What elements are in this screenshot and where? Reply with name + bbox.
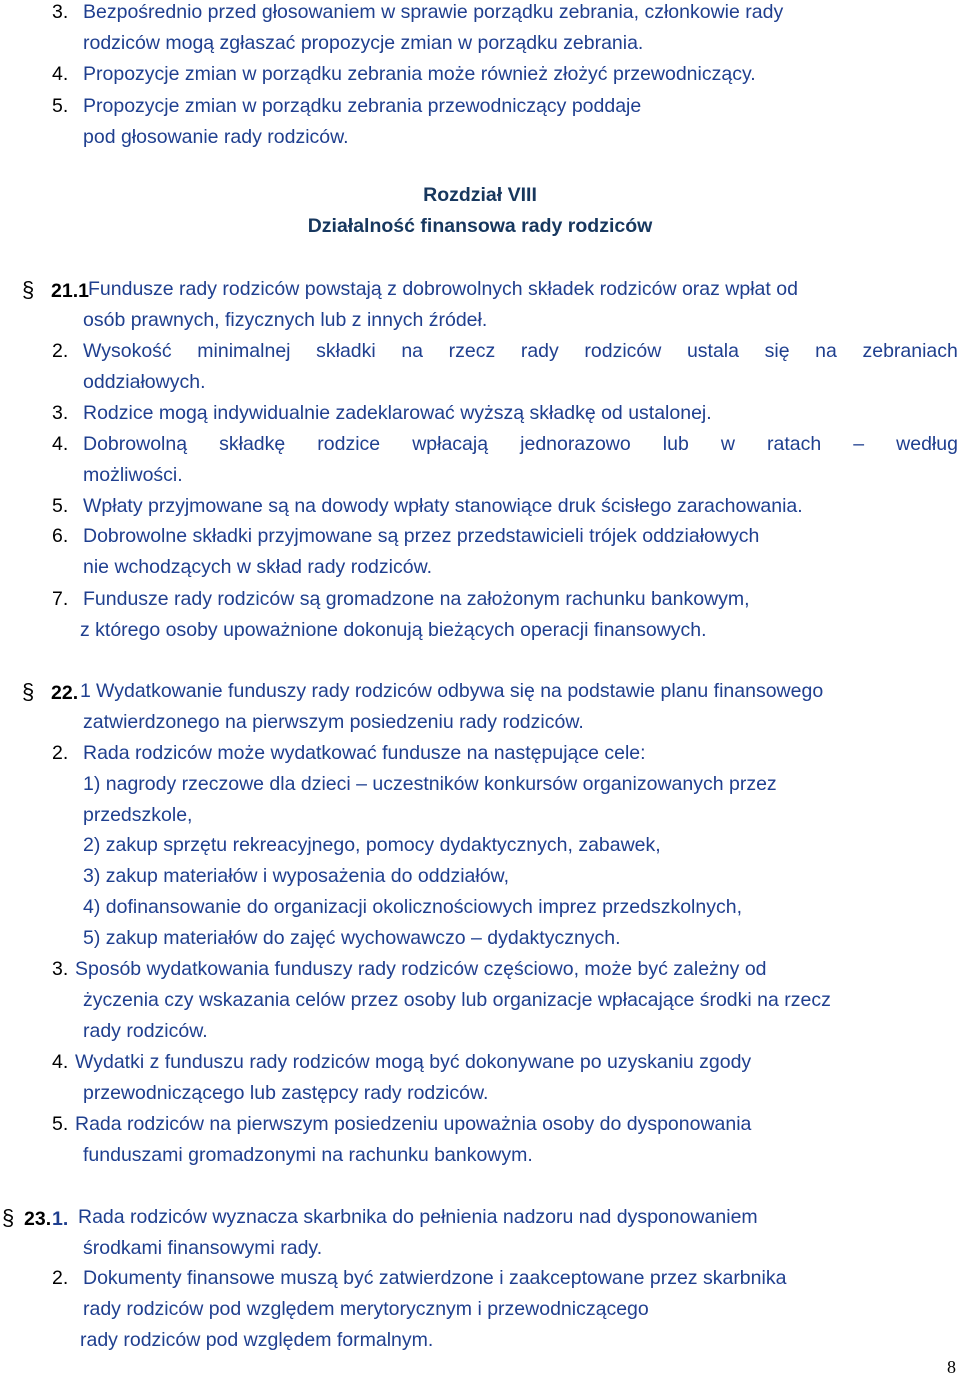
- word: na: [815, 340, 837, 362]
- item-number: 2.: [52, 1267, 69, 1289]
- word: rodziców: [584, 340, 662, 362]
- section-subnumber: 1.: [52, 1208, 69, 1230]
- item-number: 2.: [52, 340, 69, 362]
- word: rodzice: [317, 433, 381, 455]
- section-sign: §: [2, 1205, 15, 1230]
- paragraph-line: Propozycje zmian w porządku zebrania przewodniczący poddaje: [83, 95, 642, 117]
- chapter-title: Rozdział VIII: [423, 184, 537, 206]
- page-number: 8: [947, 1357, 956, 1377]
- item-number: 6.: [52, 525, 69, 547]
- item-number: 3.: [52, 1, 69, 23]
- item-number: 5.: [52, 495, 69, 517]
- item-number: 4.: [52, 1051, 69, 1073]
- item-number: 3.: [52, 402, 69, 424]
- section-subnumber: 1: [80, 680, 91, 702]
- chapter-subtitle: Działalność finansowa rady rodziców: [307, 215, 653, 237]
- list-item: 4) dofinansowanie do organizacji okolicznościowych imprez przedszkolnych,: [83, 896, 742, 918]
- paragraph-line: Fundusze rady rodziców są gromadzone na założonym rachunku bankowym,: [83, 588, 750, 610]
- word: Wysokość: [83, 340, 172, 362]
- item-number: 5.: [52, 95, 69, 117]
- word: jednorazowo: [520, 433, 631, 455]
- paragraph-line: Rodzice mogą indywidualnie zadeklarować wyższą składkę od ustalonej.: [83, 402, 712, 424]
- paragraph-line: Propozycje zmian w porządku zebrania może również złożyć przewodniczący.: [83, 63, 756, 85]
- paragraph-line: rady rodziców.: [83, 1020, 208, 1042]
- justified-line: [83, 342, 958, 362]
- item-number: 4.: [52, 433, 69, 455]
- word: na: [401, 340, 424, 362]
- word: według: [896, 433, 958, 455]
- justified-line: [83, 435, 958, 455]
- paragraph-line: rodziców mogą zgłaszać propozycje zmian w porządku zebrania.: [83, 32, 644, 54]
- paragraph-line: przewodniczącego lub zastępcy rady rodziców.: [83, 1082, 489, 1104]
- word: minimalnej: [197, 340, 291, 362]
- word: wpłacają: [412, 433, 489, 455]
- word: zebraniach: [862, 340, 958, 362]
- paragraph-line: Dokumenty finansowe muszą być zatwierdzone i zaakceptowane przez skarbnika: [83, 1267, 787, 1289]
- item-number: 2.: [52, 742, 69, 764]
- paragraph-line: możliwości.: [83, 464, 183, 486]
- paragraph-line: nie wchodzących w skład rady rodziców.: [83, 556, 432, 578]
- list-item: 1) nagrody rzeczowe dla dzieci – uczestników konkursów organizowanych przez: [83, 773, 777, 795]
- paragraph-line: Wpłaty przyjmowane są na dowody wpłaty stanowiące druk ścisłego zarachowania.: [83, 495, 803, 517]
- paragraph-line: rady rodziców pod względem merytorycznym i przewodniczącego: [83, 1298, 649, 1320]
- section-sign: §: [22, 679, 35, 704]
- item-number: 7.: [52, 588, 69, 610]
- paragraph-line: Sposób wydatkowania funduszy rady rodziców częściowo, może być zależny od: [75, 958, 767, 980]
- word: rzecz: [448, 340, 496, 362]
- item-number: 5.: [52, 1113, 69, 1135]
- paragraph-line: Rada rodziców na pierwszym posiedzeniu upoważnia osoby do dysponowania: [75, 1113, 752, 1135]
- word: –: [853, 433, 865, 455]
- paragraph-line: Wydatkowanie funduszy rady rodziców odbywa się na podstawie planu finansowego: [96, 680, 824, 702]
- section-number: 21.1: [51, 280, 89, 302]
- section-sign: §: [22, 277, 35, 302]
- paragraph-line: funduszami gromadzonymi na rachunku bankowym.: [83, 1144, 533, 1166]
- paragraph-line: z którego osoby upoważnione dokonują bieżących operacji finansowych.: [80, 619, 707, 641]
- paragraph-line: pod głosowanie rady rodziców.: [83, 126, 349, 148]
- list-item: 2) zakup sprzętu rekreacyjnego, pomocy dydaktycznych, zabawek,: [83, 834, 661, 856]
- paragraph-line: oddziałowych.: [83, 371, 206, 393]
- paragraph-line: Bezpośrednio przed głosowaniem w sprawie porządku zebrania, członkowie rady: [83, 1, 784, 23]
- word: w: [720, 433, 735, 455]
- item-number: 3.: [52, 958, 69, 980]
- word: się: [764, 340, 790, 362]
- word: ratach: [766, 433, 822, 455]
- paragraph-line: zatwierdzonego na pierwszym posiedzeniu rady rodziców.: [83, 711, 584, 733]
- item-number: 4.: [52, 63, 69, 85]
- word: ustala: [686, 340, 739, 362]
- paragraph-line: Wydatki z funduszu rady rodziców mogą być dokonywane po uzyskaniu zgody: [75, 1051, 752, 1073]
- list-item: 3) zakup materiałów i wyposażenia do oddziałów,: [83, 865, 509, 887]
- paragraph-line: Rada rodziców może wydatkować fundusze na następujące cele:: [83, 742, 646, 764]
- word: składki: [316, 340, 376, 362]
- section-number: 22.: [51, 682, 79, 704]
- paragraph-line: Fundusze rady rodziców powstają z dobrowolnych składek rodziców oraz wpłat od: [88, 278, 798, 300]
- section-number: 23.: [24, 1208, 52, 1230]
- list-item: 5) zakup materiałów do zajęć wychowawczo – dydaktycznych.: [83, 927, 621, 949]
- paragraph-line: Dobrowolne składki przyjmowane są przez przedstawicieli trójek oddziałowych: [83, 525, 760, 547]
- word: lub: [662, 433, 689, 455]
- word: składkę: [219, 433, 286, 455]
- word: Dobrowolną: [83, 433, 188, 455]
- list-item: przedszkole,: [83, 804, 193, 826]
- word: rady: [520, 340, 559, 362]
- paragraph-line: Rada rodziców wyznacza skarbnika do pełnienia nadzoru nad dysponowaniem: [78, 1206, 758, 1228]
- paragraph-line: rady rodziców pod względem formalnym.: [80, 1329, 434, 1351]
- paragraph-line: osób prawnych, fizycznych lub z innych źródeł.: [83, 309, 488, 331]
- paragraph-line: środkami finansowymi rady.: [83, 1237, 323, 1259]
- paragraph-line: życzenia czy wskazania celów przez osoby lub organizacje wpłacające środki na rzecz: [83, 989, 831, 1011]
